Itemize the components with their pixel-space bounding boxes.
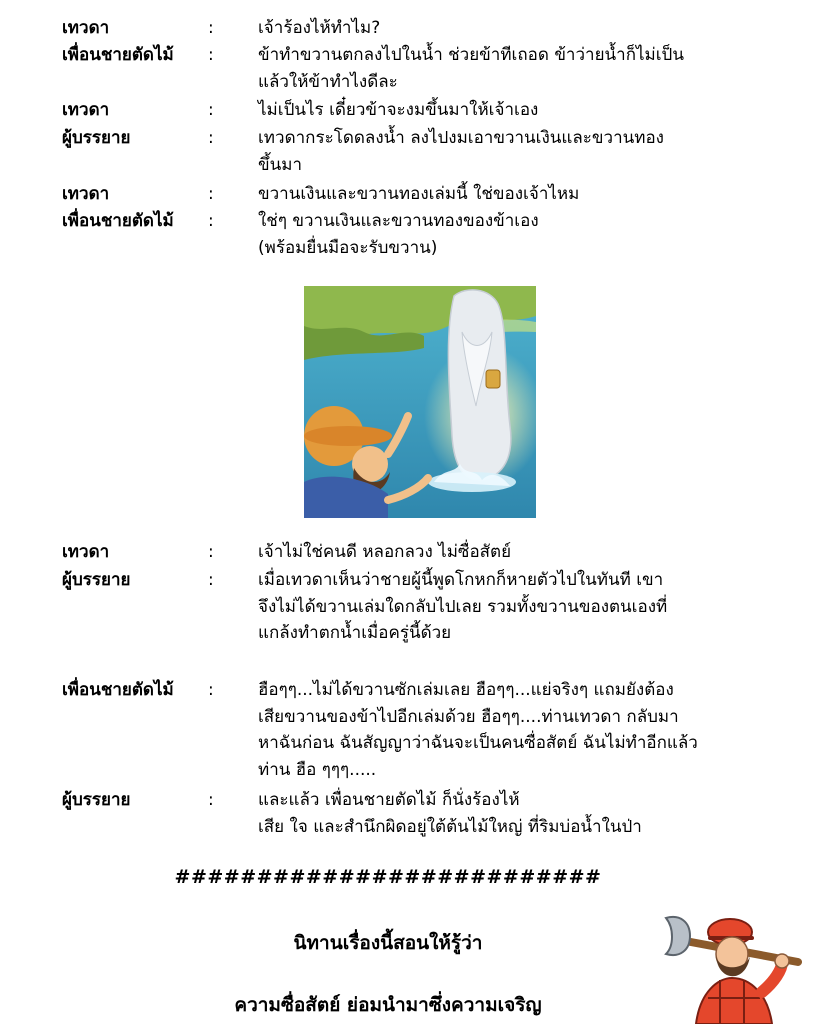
dialogue-line: ไม่เป็นไร เดี๋ยวข้าจะงมขึ้นมาให้เจ้าเอง bbox=[258, 100, 539, 120]
dialogue-text bbox=[258, 15, 798, 42]
colon: : bbox=[208, 18, 214, 38]
dialogue-text bbox=[258, 97, 798, 124]
dialogue-line: และแล้ว เพื่อนชายตัดไม้ ก็นั่งร้องไห้ bbox=[258, 790, 520, 810]
dialogue-line: ข้าทำขวานตกลงไปในน้ำ ช่วยข้าทีเถอด ข้าว่ายน้ำก็ไม่เป็น bbox=[258, 45, 684, 65]
dialogue-line: เสียขวานของข้าไปอีกเล่มด้วย ฮือๆๆ....ท่านเทวดา กลับมา bbox=[258, 706, 679, 727]
dialogue-text bbox=[258, 181, 798, 208]
colon: : bbox=[208, 790, 214, 810]
dialogue-line: ใช่ๆ ขวานเงินและขวานทองของข้าเอง bbox=[258, 211, 539, 231]
dialogue-text bbox=[258, 567, 798, 647]
dialogue-text bbox=[258, 539, 798, 566]
speaker-name: เทวดา bbox=[62, 184, 110, 204]
dialogue-line: เจ้าไม่ใช่คนดี หลอกลวง ไม่ซื่อสัตย์ bbox=[258, 542, 512, 562]
speaker-name: เทวดา bbox=[62, 542, 110, 562]
colon: : bbox=[208, 100, 214, 120]
dialogue-text bbox=[258, 787, 798, 840]
dialogue-text bbox=[258, 677, 798, 783]
dialogue-line: แกล้งทำตกน้ำเมื่อครู่นี้ด้วย bbox=[258, 623, 452, 643]
dialogue-line: ขึ้นมา bbox=[258, 154, 302, 175]
speaker-name: เพื่อนชายตัดไม้ bbox=[62, 45, 174, 65]
dialogue-line: แล้วให้ข้าทำไงดีละ bbox=[258, 71, 398, 92]
moral-intro: นิทานเรื่องนี้สอนให้รู้ว่า bbox=[293, 932, 483, 954]
colon: : bbox=[208, 680, 214, 700]
dialogue-line: (พร้อมยื่นมือจะรับขวาน) bbox=[258, 237, 438, 258]
dialogue-line: หาฉันก่อน ฉันสัญญาว่าฉันจะเป็นคนซื่อสัตย์ ฉันไม่ทำอีกแล้ว bbox=[258, 733, 698, 753]
dialogue-line: จึงไม่ได้ขวานเล่มใดกลับไปเลย รวมทั้งขวานของตนเองที่ bbox=[258, 596, 668, 617]
colon: : bbox=[208, 45, 214, 65]
dialogue-text bbox=[258, 42, 798, 95]
section-divider: ########################## bbox=[174, 866, 602, 888]
speaker-name: เพื่อนชายตัดไม้ bbox=[62, 211, 174, 231]
speaker-name: ผู้บรรยาย bbox=[62, 790, 131, 810]
dialogue-line: เสีย ใจ และสำนึกผิดอยู่ใต้ต้นไม้ใหญ่ ที่ริมบ่อน้ำในป่า bbox=[258, 816, 642, 837]
speaker-name: เทวดา bbox=[62, 100, 110, 120]
speaker-name: ผู้บรรยาย bbox=[62, 570, 131, 590]
speaker-name: เพื่อนชายตัดไม้ bbox=[62, 680, 174, 700]
story-illustration bbox=[304, 286, 536, 518]
dialogue-text bbox=[258, 208, 798, 261]
dialogue-line: เมื่อเทวดาเห็นว่าชายผู้นี้พูดโกหกก็หายตัวไปในทันที เขา bbox=[258, 570, 664, 590]
colon: : bbox=[208, 128, 214, 148]
colon: : bbox=[208, 570, 214, 590]
speaker-name: เทวดา bbox=[62, 18, 110, 38]
woodcutter-illustration bbox=[660, 906, 810, 1024]
dialogue-line: ขวานเงินและขวานทองเล่มนี้ ใช่ของเจ้าไหม bbox=[258, 184, 580, 204]
dialogue-line: ท่าน ฮือ ๆๆๆ..... bbox=[258, 759, 377, 780]
colon: : bbox=[208, 184, 214, 204]
dialogue-line: เทวดากระโดดลงน้ำ ลงไปงมเอาขวานเงินและขวานทอง bbox=[258, 128, 664, 148]
colon: : bbox=[208, 542, 214, 562]
speaker-name: ผู้บรรยาย bbox=[62, 128, 131, 148]
moral-text: ความซื่อสัตย์ ย่อมนำมาซึ่งความเจริญ bbox=[234, 994, 542, 1016]
dialogue-text bbox=[258, 125, 798, 178]
colon: : bbox=[208, 211, 214, 231]
dialogue-line: ฮือๆๆ...ไม่ได้ขวานซักเล่มเลย ฮือๆๆ...แย่จริงๆ แถมยังต้อง bbox=[258, 680, 674, 700]
dialogue-line: เจ้าร้องไห้ทำไม? bbox=[258, 18, 381, 38]
